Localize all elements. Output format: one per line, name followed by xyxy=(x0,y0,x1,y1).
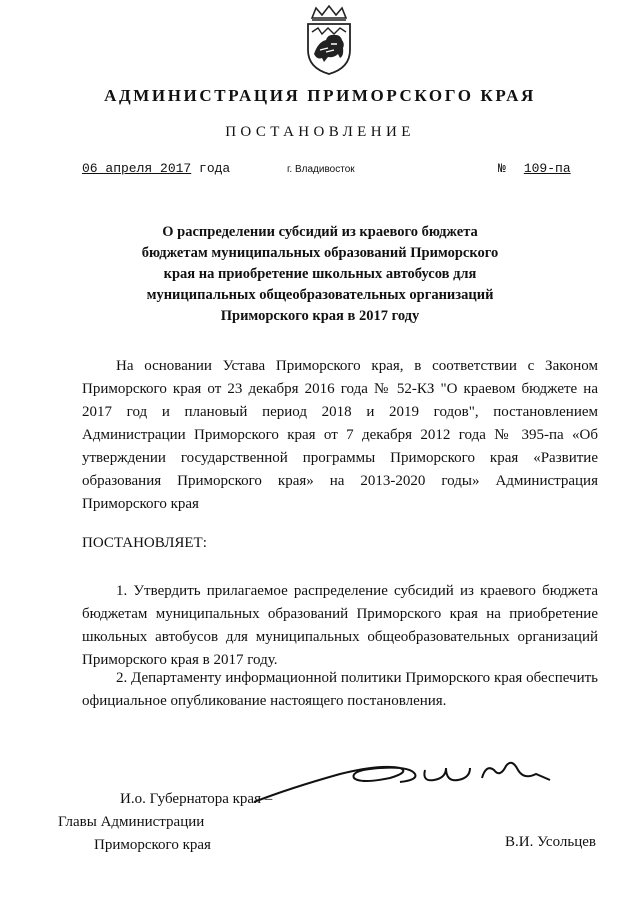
position-line: И.о. Губернатора края – xyxy=(120,791,273,807)
resolution-item-2: 2. Департаменту информационной политики Приморского края обеспечить официальное опубликование настоящего постановления. xyxy=(82,670,598,709)
document-date xyxy=(82,161,230,176)
subject-line: бюджетам муниципальных образований Приморского xyxy=(141,245,499,261)
coat-of-arms-icon xyxy=(298,4,360,76)
position-line: Приморского края xyxy=(94,837,211,853)
preamble-paragraph: На основании Устава Приморского края, в соответствии с Законом Приморского края от 23 декабря 2016 года № 52-КЗ "О краевом бюджете на 2017 год и плановый период 2018 и 2019 годов", постановлением Администрации Приморского края от 7 декабря 2012 года № 395-па «Об утверждении государственной программы Приморского края «Развитие образования Приморского края» на 2013-2020 годы» Администрация Приморского края xyxy=(82,358,598,512)
document-subject xyxy=(110,222,530,327)
resolves-heading: ПОСТАНОВЛЯЕТ: xyxy=(82,535,207,551)
number-value: 109-па xyxy=(523,161,571,176)
position-line: Главы Администрации xyxy=(58,814,205,830)
handwritten-signature xyxy=(250,748,590,810)
subject-line: муниципальных общеобразовательных организаций xyxy=(146,287,494,303)
document-city: г. Владивосток xyxy=(287,164,355,175)
document-number xyxy=(498,161,571,176)
number-prefix: № xyxy=(498,161,506,176)
signatory-name: В.И. Усольцев xyxy=(505,834,596,850)
resolution-item-1: 1. Утвердить прилагаемое распределение субсидий из краевого бюджета бюджетам муниципальных образований Приморского края на приобретение школьных автобусов для муниципальных общеобразовательных организаций Приморского края в 2017 году. xyxy=(82,583,598,668)
date-suffix: года xyxy=(191,161,231,176)
document-type: ПОСТАНОВЛЕНИЕ xyxy=(225,124,415,140)
signatory-position xyxy=(58,788,272,857)
subject-line: края на приобретение школьных автобусов для xyxy=(163,266,477,282)
subject-line: О распределении субсидий из краевого бюджета xyxy=(162,224,478,240)
subject-line: Приморского края в 2017 году xyxy=(220,308,420,324)
date-value: 06 апреля 2017 xyxy=(82,161,192,176)
organization-title: АДМИНИСТРАЦИЯ ПРИМОРСКОГО КРАЯ xyxy=(104,86,536,105)
